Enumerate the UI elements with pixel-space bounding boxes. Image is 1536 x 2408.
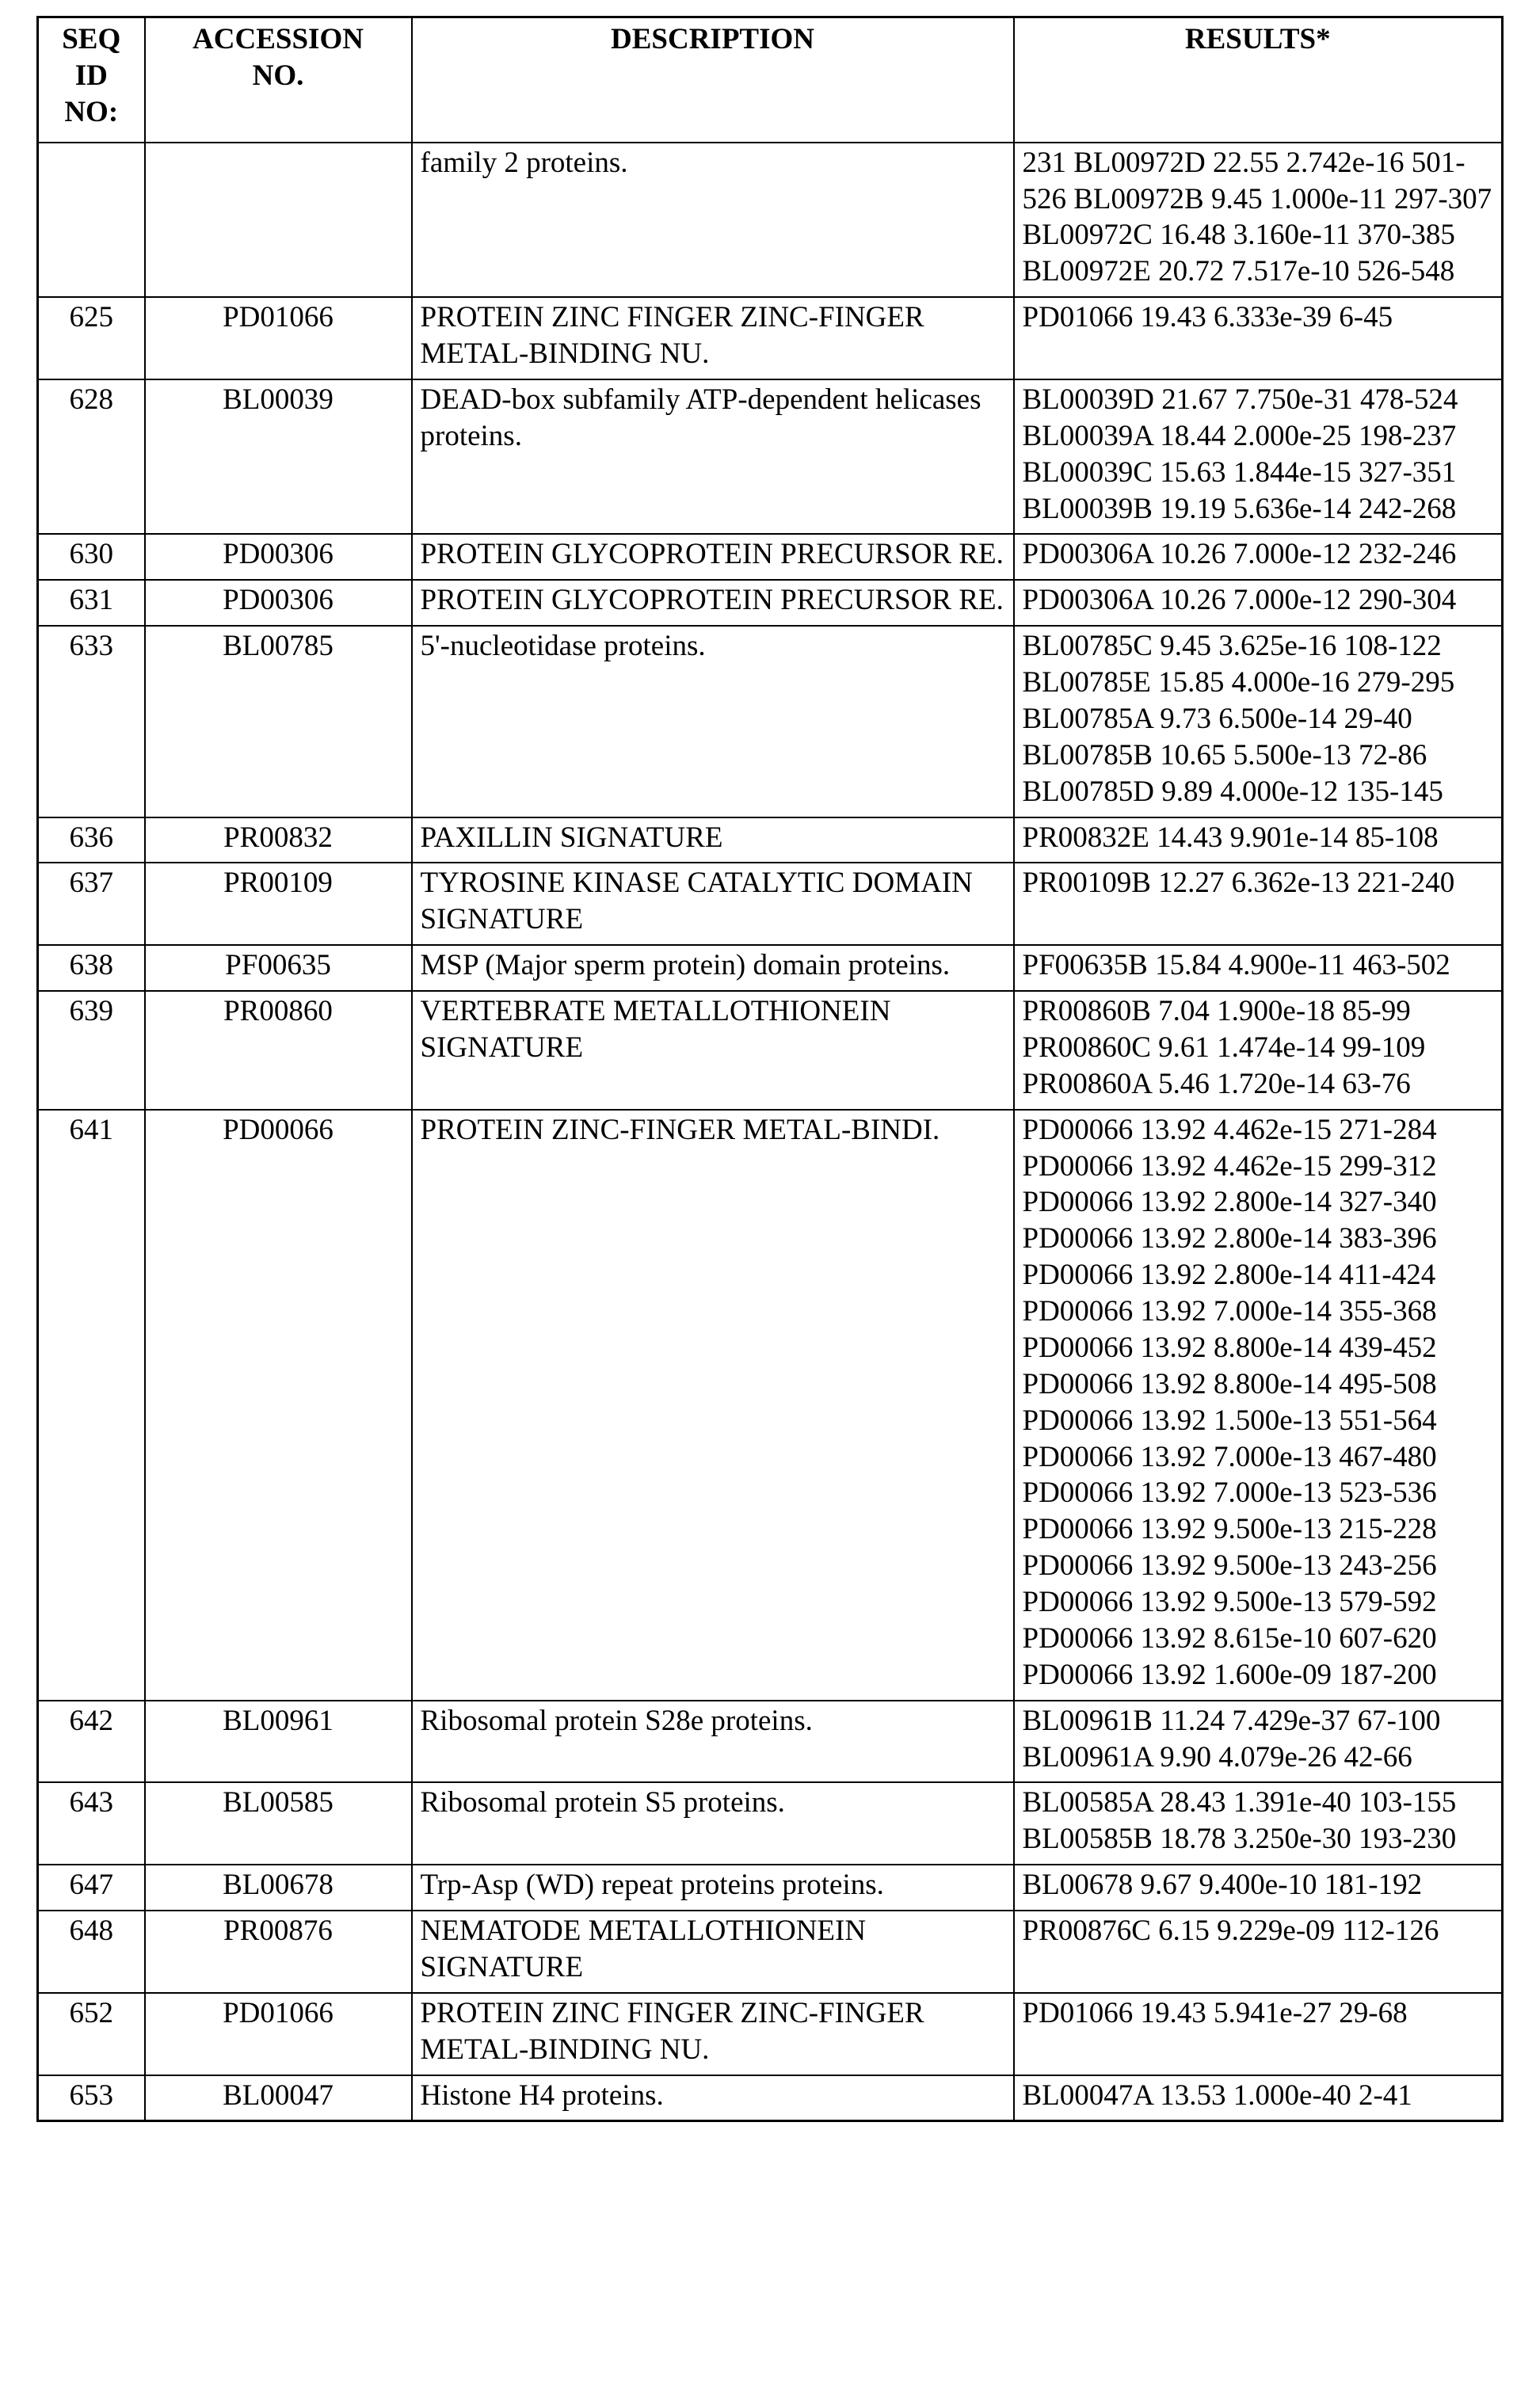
description-cell: Trp-Asp (WD) repeat proteins proteins. [412, 1865, 1014, 1911]
description-cell: DEAD-box subfamily ATP-dependent helicases proteins. [412, 379, 1014, 535]
accession-cell: BL00785 [145, 626, 412, 817]
seq-id-cell: 648 [38, 1911, 145, 1993]
table-row [38, 945, 1503, 991]
seq-id-cell: 633 [38, 626, 145, 817]
results-cell: 231 BL00972D 22.55 2.742e-16 501-526 BL00972B 9.45 1.000e-11 297-307 BL00972C 16.48 3.160e-11 370-385 BL00972E 20.72 7.517e-10 526-548 [1014, 143, 1503, 298]
description-cell: Histone H4 proteins. [412, 2075, 1014, 2121]
accession-cell [145, 143, 412, 298]
accession-cell: BL00039 [145, 379, 412, 535]
description-cell: PROTEIN ZINC FINGER ZINC-FINGER METAL-BINDING NU. [412, 297, 1014, 379]
accession-cell: BL00961 [145, 1701, 412, 1783]
seq-id-cell: 642 [38, 1701, 145, 1783]
results-cell: PD00066 13.92 4.462e-15 271-284 PD00066 13.92 4.462e-15 299-312 PD00066 13.92 2.800e-14 327-340 PD00066 13.92 2.800e-14 383-396 PD00066 13.92 2.800e-14 411-424 PD00066 13.92 7.000e-14 355-368 PD00066 13.92 8.800e-14 439-452 PD00066 13.92 8.800e-14 495-508 PD00066 13.92 1.500e-13 551-564 PD00066 13.92 7.000e-13 467-480 PD00066 13.92 7.000e-13 523-536 PD00066 13.92 9.500e-13 215-228 PD00066 13.92 9.500e-13 243-256 PD00066 13.92 9.500e-13 579-592 PD00066 13.92 8.615e-10 607-620 PD00066 13.92 1.600e-09 187-200 [1014, 1110, 1503, 1701]
results-cell: BL00678 9.67 9.400e-10 181-192 [1014, 1865, 1503, 1911]
description-cell: 5'-nucleotidase proteins. [412, 626, 1014, 817]
description-cell: Ribosomal protein S5 proteins. [412, 1782, 1014, 1865]
accession-cell: BL00678 [145, 1865, 412, 1911]
table-row [38, 534, 1503, 580]
accession-cell: PD01066 [145, 297, 412, 379]
results-cell: BL00961B 11.24 7.429e-37 67-100 BL00961A 9.90 4.079e-26 42-66 [1014, 1701, 1503, 1783]
results-cell: BL00585A 28.43 1.391e-40 103-155 BL00585B 18.78 3.250e-30 193-230 [1014, 1782, 1503, 1865]
table-body [38, 143, 1503, 2121]
table-row [38, 580, 1503, 626]
results-cell: BL00785C 9.45 3.625e-16 108-122 BL00785E 15.85 4.000e-16 279-295 BL00785A 9.73 6.500e-14 29-40 BL00785B 10.65 5.500e-13 72-86 BL00785D 9.89 4.000e-12 135-145 [1014, 626, 1503, 817]
table-row [38, 1911, 1503, 1993]
seq-id-cell: 637 [38, 863, 145, 945]
table-row [38, 1110, 1503, 1701]
seq-id-cell: 639 [38, 991, 145, 1110]
seq-id-cell: 636 [38, 817, 145, 863]
accession-cell: PF00635 [145, 945, 412, 991]
seq-id-cell: 652 [38, 1993, 145, 2075]
accession-cell: PR00860 [145, 991, 412, 1110]
seq-id-cell: 628 [38, 379, 145, 535]
seq-id-cell: 625 [38, 297, 145, 379]
accession-cell: PD01066 [145, 1993, 412, 2075]
seq-id-cell: 647 [38, 1865, 145, 1911]
results-cell: PR00876C 6.15 9.229e-09 112-126 [1014, 1911, 1503, 1993]
seq-id-cell: 630 [38, 534, 145, 580]
col-header-results: RESULTS* [1014, 17, 1503, 143]
description-cell: MSP (Major sperm protein) domain proteins. [412, 945, 1014, 991]
description-cell: NEMATODE METALLOTHIONEIN SIGNATURE [412, 1911, 1014, 1993]
description-cell: PROTEIN ZINC FINGER ZINC-FINGER METAL-BINDING NU. [412, 1993, 1014, 2075]
col-header-accession-no: ACCESSION NO. [145, 17, 412, 143]
col-header-seq-id: SEQ ID NO: [38, 17, 145, 143]
seq-id-cell: 638 [38, 945, 145, 991]
col-header-description: DESCRIPTION [412, 17, 1014, 143]
table-row [38, 863, 1503, 945]
accession-cell: BL00585 [145, 1782, 412, 1865]
accession-cell: PD00066 [145, 1110, 412, 1701]
results-cell: PD00306A 10.26 7.000e-12 290-304 [1014, 580, 1503, 626]
table-row [38, 143, 1503, 298]
seq-id-cell [38, 143, 145, 298]
table-row [38, 1993, 1503, 2075]
table-row [38, 817, 1503, 863]
results-cell: PD01066 19.43 6.333e-39 6-45 [1014, 297, 1503, 379]
results-cell: BL00047A 13.53 1.000e-40 2-41 [1014, 2075, 1503, 2121]
description-cell: PROTEIN GLYCOPROTEIN PRECURSOR RE. [412, 534, 1014, 580]
description-cell: TYROSINE KINASE CATALYTIC DOMAIN SIGNATURE [412, 863, 1014, 945]
accession-cell: PR00109 [145, 863, 412, 945]
seq-id-cell: 631 [38, 580, 145, 626]
description-cell: PAXILLIN SIGNATURE [412, 817, 1014, 863]
table-row [38, 1865, 1503, 1911]
table-row [38, 626, 1503, 817]
seq-id-cell: 643 [38, 1782, 145, 1865]
accession-cell: PD00306 [145, 534, 412, 580]
seq-id-cell: 641 [38, 1110, 145, 1701]
results-cell: BL00039D 21.67 7.750e-31 478-524 BL00039A 18.44 2.000e-25 198-237 BL00039C 15.63 1.844e-15 327-351 BL00039B 19.19 5.636e-14 242-268 [1014, 379, 1503, 535]
table-row [38, 379, 1503, 535]
table-row [38, 2075, 1503, 2121]
results-cell: PR00109B 12.27 6.362e-13 221-240 [1014, 863, 1503, 945]
results-cell: PR00832E 14.43 9.901e-14 85-108 [1014, 817, 1503, 863]
accession-cell: PR00876 [145, 1911, 412, 1993]
description-cell: PROTEIN ZINC-FINGER METAL-BINDI. [412, 1110, 1014, 1701]
seq-id-cell: 653 [38, 2075, 145, 2121]
results-cell: PD01066 19.43 5.941e-27 29-68 [1014, 1993, 1503, 2075]
table-row [38, 297, 1503, 379]
accession-cell: PR00832 [145, 817, 412, 863]
description-cell: VERTEBRATE METALLOTHIONEIN SIGNATURE [412, 991, 1014, 1110]
sequence-results-table [36, 16, 1504, 2122]
accession-cell: BL00047 [145, 2075, 412, 2121]
accession-cell: PD00306 [145, 580, 412, 626]
table-row [38, 1701, 1503, 1783]
header-row [38, 17, 1503, 143]
description-cell: PROTEIN GLYCOPROTEIN PRECURSOR RE. [412, 580, 1014, 626]
description-cell: Ribosomal protein S28e proteins. [412, 1701, 1014, 1783]
results-cell: PR00860B 7.04 1.900e-18 85-99 PR00860C 9.61 1.474e-14 99-109 PR00860A 5.46 1.720e-14 63-76 [1014, 991, 1503, 1110]
table-row [38, 991, 1503, 1110]
description-cell: family 2 proteins. [412, 143, 1014, 298]
results-cell: PF00635B 15.84 4.900e-11 463-502 [1014, 945, 1503, 991]
table-row [38, 1782, 1503, 1865]
results-cell: PD00306A 10.26 7.000e-12 232-246 [1014, 534, 1503, 580]
